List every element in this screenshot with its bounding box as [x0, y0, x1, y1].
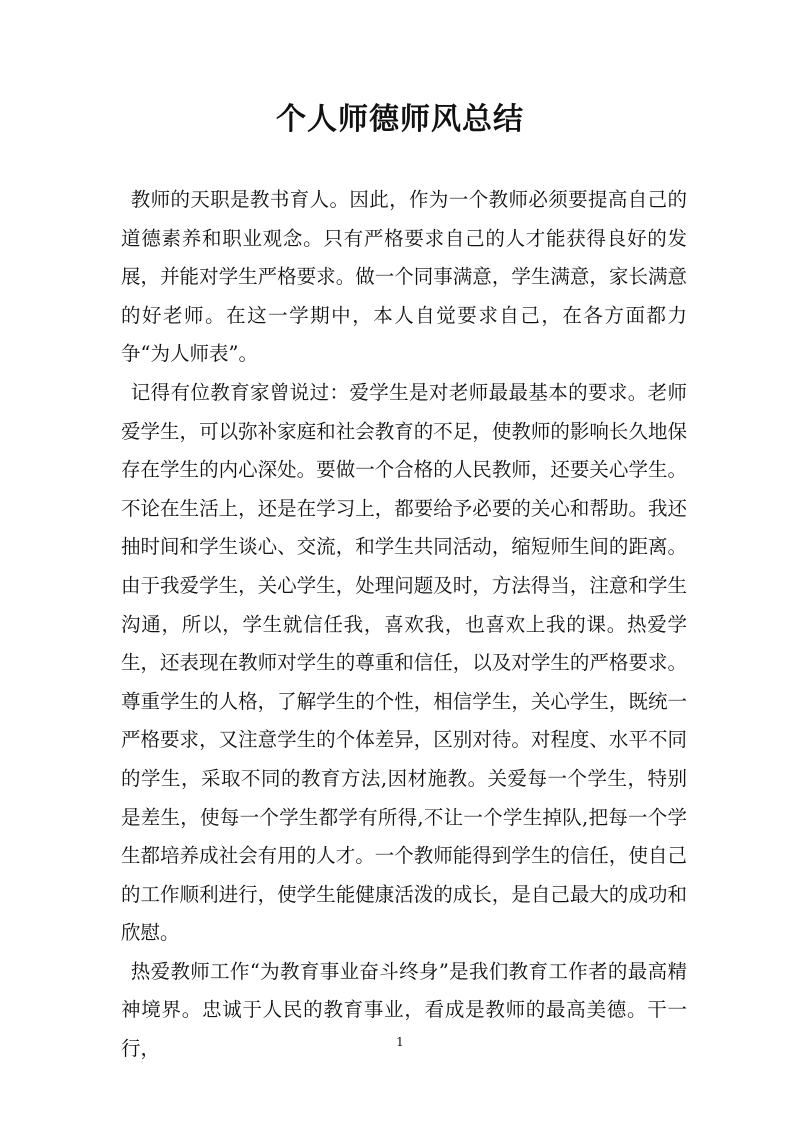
paragraph: 记得有位教育家曾说过：爱学生是对老师最最基本的要求。老师爱学生，可以弥补家庭和社会教育的不足，使教师的影响长久地保存在学生的内心深处。要做一个合格的人民教师，还要关心学生。不论在生活上，还是在学习上，都要给予必要的关心和帮助。我还抽时间和学生谈心、交流，和学生共同活动，缩短师生间的距离。由于我爱学生，关心学生，处理问题及时，方法得当，注意和学生沟通，所以，学生就信任我，喜欢我，也喜欢上我的课。热爱学生，还表现在教师对学生的尊重和信任，以及对学生的严格要求。尊重学生的人格，了解学生的个性，相信学生，关心学生，既统一严格要求，又注意学生的个体差异，区别对待。对程度、水平不同的学生，采取不同的教育方法,因材施教。关爱每一个学生，特别是差生，使每一个学生都学有所得,不让一个学生掉队,把每一个学生都培养成社会有用的人才。一个教师能得到学生的信任，使自己的工作顺利进行，使学生能健康活泼的成长，是自己最大的成功和欣慰。: [121, 380, 687, 945]
paragraph: 热爱教师工作“为教育事业奋斗终身”是我们教育工作者的最高精神境界。忠诚于人民的教育事业，看成是教师的最高美德。干一行，: [121, 959, 687, 1061]
page-number: 1: [396, 1035, 404, 1049]
paragraph: 教师的天职是教书育人。因此，作为一个教师必须要提高自己的道德素养和职业观念。只有严格要求自己的人才能获得良好的发展，并能对学生严格要求。做一个同事满意，学生满意，家长满意的好老师。在这一学期中，本人自觉要求自己，在各方面都力争“为人师表”。: [121, 188, 687, 366]
document-title: 个人师德师风总结: [276, 102, 524, 137]
document-body: [121, 181, 687, 1069]
